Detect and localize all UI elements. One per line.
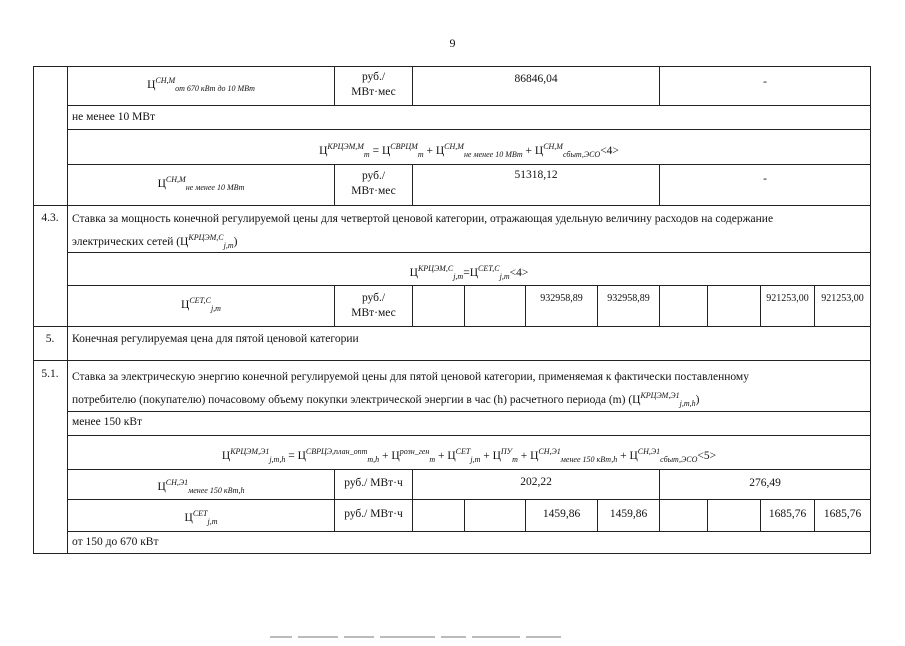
f11-t5-sup: СН,Э1 — [538, 447, 561, 456]
row1-label-sup: СН,М — [155, 76, 176, 85]
row1-value2: - — [763, 76, 767, 88]
row5-num: 4.3. — [41, 212, 59, 224]
row13-label-main: Ц — [184, 511, 193, 524]
f3-eq: = — [372, 144, 380, 157]
row9-line2-sup: КРЦЭМ,Э1 — [640, 391, 680, 400]
f11-plus4: + — [520, 449, 528, 462]
f6-eq: = — [463, 266, 470, 279]
row10-text: менее 150 кВт — [72, 416, 143, 428]
row4-label — [68, 172, 334, 195]
bottom-bleed-marks — [270, 628, 610, 638]
f11-t4-sup: ПУ — [500, 447, 513, 456]
f6-note: <4> — [509, 266, 529, 279]
f11-t2-sup: розн_ген — [399, 447, 430, 456]
row1-label-main: Ц — [147, 78, 156, 91]
f11-lhs-sub: j,m,h — [269, 455, 286, 465]
f3-t1: Ц — [381, 144, 391, 157]
row5-text-line2 — [72, 230, 237, 253]
f6-rhs: Ц — [469, 266, 478, 279]
row12-label — [68, 475, 334, 498]
row5-line2-sup: КРЦЭМ,С — [188, 233, 224, 242]
f3-t2-sub: не менее 10 МВт — [463, 150, 523, 160]
row5-text-line1: Ставка за мощность конечной регулируемой цены для четвертой ценовой категории, отражающая удельную величину расходов на содержание — [72, 213, 774, 225]
row12-label-sup: СН,Э1 — [165, 478, 189, 487]
row4-label-main: Ц — [157, 177, 166, 190]
row7-label — [68, 293, 334, 316]
f11-t6-sub: сбыт,ЭСО — [660, 455, 698, 465]
row5-line2-sub: j,m — [223, 241, 234, 251]
row4-value2: - — [763, 173, 767, 185]
row7-unit-line2: МВт·мес — [351, 307, 396, 319]
f6-lhs-sub: j,m — [453, 272, 464, 282]
row4-unit-line2: МВт·мес — [351, 185, 396, 197]
row4-label-sup: СН,М — [165, 175, 186, 184]
f3-lhs-sup: КРЦЭМ,М — [327, 142, 364, 151]
f11-lhs: Ц — [221, 449, 231, 462]
row12-label-sub: менее 150 кВт,h — [188, 486, 245, 496]
row9-text-line1: Ставка за электрическую энергию конечной регулируемой цены для пятой ценовой категории, применяемая к фактически поставленному — [72, 371, 749, 383]
row9-text-line2 — [72, 388, 699, 411]
row13-label — [68, 506, 334, 529]
f3-t3: Ц — [534, 144, 544, 157]
f3-note: <4> — [600, 144, 619, 157]
row1-label — [68, 73, 334, 96]
row12-value2: 276,49 — [749, 477, 781, 489]
row13-c7: 1685,76 — [768, 508, 807, 520]
f11-lhs-sup: КРЦЭМ,Э1 — [230, 447, 270, 456]
row4-unit — [335, 169, 412, 199]
row4-unit-line1: руб./ — [361, 170, 386, 182]
f3-t3-sub: сбыт,ЭСО — [562, 150, 601, 160]
row11-formula — [68, 444, 870, 467]
f11-t1-sup: СВРЦЭ,план_опт — [305, 447, 368, 456]
f6-lhs-sup: КРЦЭМ,С — [417, 264, 454, 273]
row2-text: не менее 10 МВт — [72, 111, 156, 123]
row5-line2-b: ) — [233, 235, 238, 248]
f6-rhs-sup: СЕТ,С — [478, 264, 500, 273]
f11-eq: = — [288, 449, 295, 462]
row13-c8: 1685,76 — [823, 508, 862, 520]
f11-plus1: + — [382, 449, 389, 462]
row1-value1: 86846,04 — [514, 73, 558, 85]
f11-plus3: + — [483, 449, 490, 462]
row9-line2-a: потребителю (покупателю) почасовому объему покупки электрической энергии в час (h) расчетного периода (m) (Ц — [72, 393, 641, 406]
row1-label-sub: от 670 кВт до 10 МВт — [175, 84, 255, 94]
f11-t4-sub: m — [512, 455, 518, 465]
f11-t4: Ц — [492, 449, 501, 462]
f3-lhs-sub: m — [363, 150, 370, 160]
row7-unit-line1: руб./ — [361, 292, 386, 304]
f11-t6-sup: СН,Э1 — [637, 447, 661, 456]
f11-t1-sub: m,h — [367, 455, 380, 465]
row4-label-sub: не менее 10 МВт — [185, 183, 245, 193]
f3-t2-sup: СН,М — [444, 142, 464, 151]
f3-lhs: Ц — [319, 144, 328, 157]
row1-unit-line1: руб./ — [361, 71, 386, 83]
f6-rhs-sub: j,m — [499, 272, 510, 282]
page-number: 9 — [449, 36, 456, 50]
f11-t6: Ц — [629, 449, 638, 462]
f11-t2: Ц — [391, 449, 400, 462]
row12-unit: руб./ МВт·ч — [344, 477, 403, 489]
row12-label-main: Ц — [157, 480, 166, 493]
row7-label-main: Ц — [181, 298, 190, 311]
row9-line2-sub: j,m,h — [679, 399, 696, 409]
row13-unit: руб./ МВт·ч — [344, 508, 403, 520]
f3-t3-sup: СН,М — [543, 142, 563, 151]
f3-t2: Ц — [435, 144, 445, 157]
f11-plus2: + — [437, 449, 445, 462]
f3-t1-sub: m — [417, 150, 424, 160]
row13-c3: 1459,86 — [542, 508, 581, 520]
row7-c7: 921253,00 — [766, 293, 809, 304]
row13-c4: 1459,86 — [609, 508, 648, 520]
row9-num: 5.1. — [41, 368, 59, 380]
row7-c4: 932958,89 — [607, 293, 650, 304]
f11-t5: Ц — [530, 449, 539, 462]
row4-value1: 51318,12 — [514, 169, 558, 181]
f3-plus1: + — [426, 144, 433, 157]
f11-t3-sup: СЕТ — [455, 447, 471, 456]
row13-label-sub: j,m — [207, 517, 218, 527]
f11-t5-sub: менее 150 кВт,h — [560, 455, 618, 465]
row8-num: 5. — [45, 333, 55, 345]
row9-line2-b: ) — [695, 393, 700, 406]
row14-text: от 150 до 670 кВт — [72, 536, 159, 548]
f3-plus2: + — [525, 144, 532, 157]
row1-unit — [335, 70, 412, 100]
f11-t3: Ц — [447, 449, 456, 462]
f11-t2-sub: m — [429, 455, 436, 465]
row7-c8: 921253,00 — [821, 293, 864, 304]
row6-formula — [68, 261, 870, 284]
row5-line2-a: электрических сетей (Ц — [72, 235, 189, 248]
f11-note: <5> — [697, 449, 717, 462]
row1-unit-line2: МВт·мес — [351, 86, 396, 98]
row7-label-sup: СЕТ,С — [189, 296, 211, 305]
row7-unit — [335, 291, 412, 321]
row7-label-sub: j,m — [210, 304, 221, 314]
f6-lhs: Ц — [409, 266, 418, 279]
f11-plus5: + — [620, 449, 627, 462]
row7-c3: 932958,89 — [540, 293, 583, 304]
row13-label-sup: СЕТ — [192, 509, 208, 518]
row3-formula — [68, 139, 870, 162]
row8-text: Конечная регулируемая цена для пятой ценовой категории — [72, 333, 359, 345]
f3-t1-sup: СВРЦМ — [390, 142, 418, 151]
row12-value1: 202,22 — [520, 476, 552, 488]
f11-t1: Ц — [297, 449, 306, 462]
f11-t3-sub: j,m — [470, 455, 481, 465]
